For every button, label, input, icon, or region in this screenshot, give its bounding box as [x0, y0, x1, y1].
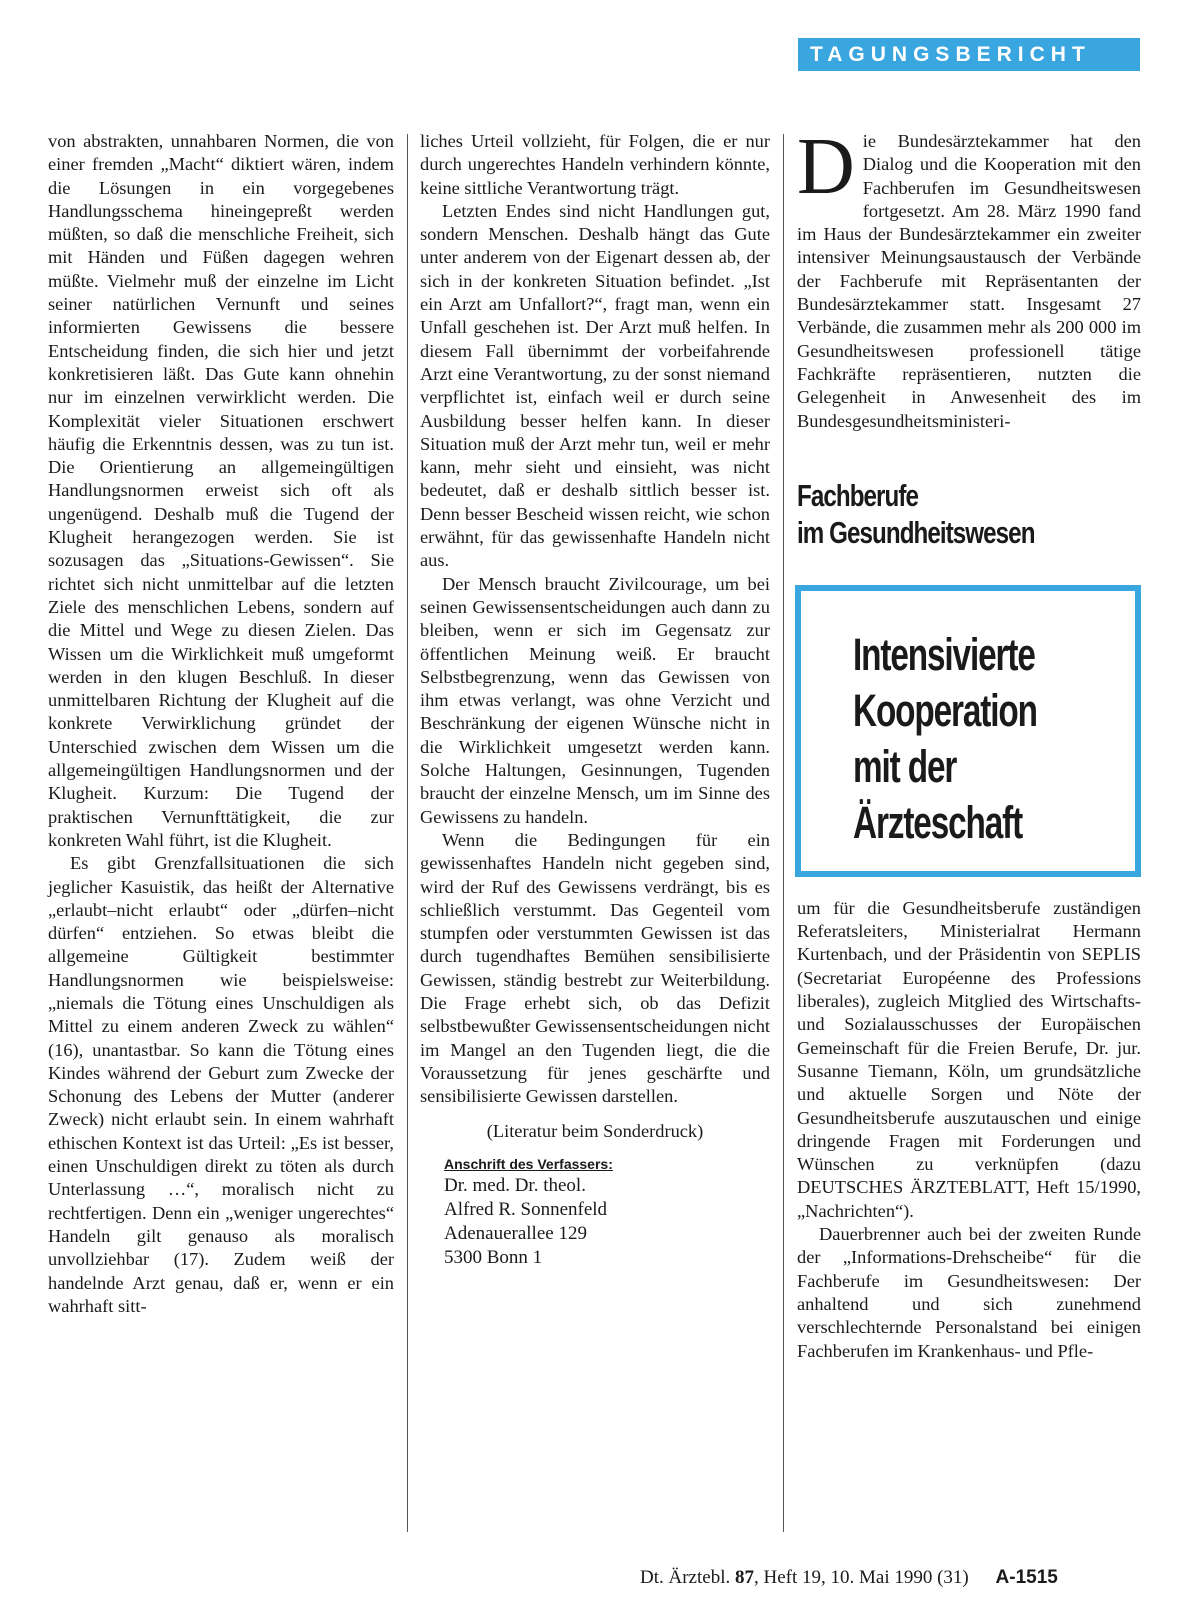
column-divider — [783, 134, 784, 1532]
paragraph: Es gibt Grenzfallsituationen die sich jeglicher Kasuistik, das heißt der Alternative „erlaubt–nicht erlaubt“ oder „dürfen–nicht dürfen“ entziehen. So etwas bleibt die allgemeine Gültigkeit bestimmter Handlungsnormen wie beispielsweise: „niemals die Tötung eines Unschuldigen als Mittel zu einem anderen Zweck zu wählen“ (16), unantastbar. So kann die Tötung eines Kindes während der Geburt zum Zwecke der Schonung des Lebens der Mutter (anderer Zweck) nicht erlaubt sein. In einem wahrhaft ethischen Kontext ist das Urteil: „Es ist besser, einen Unschuldigen direkt zu töten als durch Unterlassung …“, moralisch nicht zu rechtfertigen. Denn ein „weniger ungerechtes“ Handeln gilt genauso als moralisch unvollziehbar (17). Zudem weiß der handelnde Arzt genau, daß er, wenn er ein wahrhaft sitt- — [48, 853, 394, 1316]
page-number: A-1515 — [995, 1567, 1058, 1588]
title-line: Kooperation — [853, 684, 1037, 736]
address-line: Adenauerallee 129 — [444, 1222, 587, 1244]
address-line: Dr. med. Dr. theol. — [444, 1174, 586, 1196]
paragraph: Wenn die Bedingungen für ein gewissenhaftes Handeln nicht gegeben sind, wird der Ruf des Gewissens verdrängt, bis es schließlich verstummt. Das Gegenteil vom stumpfen oder verstummten Gewissen ist das durch tugendhaftes Bemühen sensibilisierte Gewissen, ständig bestrebt zur Weiterbildung. Die Frage erhebt sich, ob das Defizit selbstbewußter Gewissensentscheidungen nicht im Mangel an den Tugenden liegt, die die Voraussetzung für jenes geschärfte und sensibilisierte Gewissen darstellen. — [420, 829, 770, 1107]
subheading-line: Fachberufe — [797, 477, 918, 513]
literature-note: (Literatur beim Sonderdruck) — [486, 1121, 704, 1142]
address-line: 5300 Bonn 1 — [444, 1246, 543, 1268]
article-title — [853, 627, 1062, 851]
issue-info: , Heft 19, 10. Mai 1990 (31) — [753, 1567, 969, 1588]
address-line: Alfred R. Sonnenfeld — [444, 1198, 608, 1220]
article-title-box — [795, 585, 1141, 877]
subheading-line: im Gesundheitswesen — [797, 514, 1035, 550]
intro-paragraph — [797, 123, 1141, 433]
title-line: Intensivierte — [853, 628, 1035, 680]
journal-name: Dt. Ärztebl. — [640, 1567, 731, 1588]
address-label: Anschrift des Verfassers: — [444, 1155, 613, 1172]
paragraph: Letzten Endes sind nicht Handlungen gut, sondern Menschen. Deshalb hängt das Gute unter anderem von der Eigenart dessen ab, der sich in der konkreten Situation befindet. „Ist ein Arzt am Unfallort?“, fragt man, wenn ein Unfall geschehen ist. Der Arzt muß helfen. In diesem Fall übernimmt der vorbeifahrende Arzt eine Verantwortung, zu der sonst niemand verpflichtet ist, einfach weil er durch seine Ausbildung besser helfen kann. In dieser Situation muß der Arzt mehr tun, weil er mehr kann, mehr sieht und einsieht, was nicht bedeutet, daß er deshalb sittlich besser ist. Denn besser Bescheid wissen reicht, wie schon erwähnt, für das gewissenhafte Handeln nicht aus. — [420, 200, 770, 571]
paragraph: von abstrakten, unnahbaren Normen, die von einer fremden „Macht“ diktiert wären, indem die Lösungen in ein vorgegebenes Handlungsschema hineingepreßt werden müßten, so daß die menschliche Freiheit, sich mit Händen und Füßen dagegen wehren müßte. Vielmehr muß der einzelne im Licht seiner natürlichen Vernunft und seines informierten Gewissens die bessere Entscheidung finden, die sich hier und jetzt konkretisieren läßt. Das Gute kann ohnehin nur im einzelnen verwirklicht werden. Die Komplexität vieler Situationen erschwert häufig die Erkenntnis dessen, was zu tun ist. Die Orientierung an allgemeingültigen Handlungsnormen erweist sich oft als ungenügend. Deshalb muß die Tugend der Klugheit herangezogen werden. Sie ist sozusagen das „Situations-Gewissen“. Sie richtet sich nicht unmittelbar auf die letzten Ziele des menschlichen Lebens, sondern auf die Mittel und Wege zu diesen Zielen. Das Wissen um die Wirklichkeit muß umgeformt werden in den klugen Beschluß. In dieser unmittelbaren Richtung der Klugheit auf die konkrete Verwirklichung gründet der Unterschied zwischen dem Wissen um die allgemeingültigen Handlungsnormen und der Klugheit. Kurzum: Die Tugend der praktischen Vernunfttätigkeit, die zur konkreten Wahl führt, ist die Klugheit. — [48, 131, 394, 850]
article-column-2 — [420, 130, 770, 1270]
paragraph: um für die Gesundheitsberufe zuständigen Referatsleiters, Ministerialrat Hermann Kurtenbach, und der Präsidentin von SEPLIS (Secretariat Européenne des Professions liberales), zugleich Mitglied des Wirtschafts- und Sozialausschusses der Europäischen Gemeinschaft für die Freien Berufe, Dr. jur. Susanne Tiemann, Köln, um grundsätzliche und aktuelle Sorgen und Nöte der Gesundheitsberufe auszutauschen und einige dringende Fragen mit Forderungen und Wünschen zu verknüpfen (dazu DEUTSCHES ÄRZTEBLATT, Heft 15/1990, „Nachrichten“). — [797, 897, 1141, 1221]
section-tag: TAGUNGSBERICHT — [798, 38, 1140, 71]
paragraph: Der Mensch braucht Zivilcourage, um bei seinen Gewissensentscheidungen auch dann zu bleiben, wenn er sich im Gegensatz zur öffentlichen Meinung weiß. Er braucht Selbstbegrenzung, wenn das Gewissen von ihm etwas verlangt, was ohne Verzicht und Beschränkung der eigenen Wünsche nicht in die Wirklichkeit umgesetzt werden kann. Solche Haltungen, Gesinnungen, Tugenden braucht der einzelne Mensch, um im Sinne des Gewissens zu handeln. — [420, 573, 770, 827]
article-column-3 — [797, 123, 1141, 1363]
title-line: Ärzteschaft — [853, 796, 1023, 848]
intro-text: ie Bundesärztekammer hat den Dialog und die Kooperation mit den Fachberufen im Gesundheitswesen fortgesetzt. Am 28. März 1990 fand im Haus der Bundesärztekammer ein zweiter intensiver Meinungsaustausch der Verbände der Fachberufe mit Repräsentanten der Bundesärztekammer statt. Insgesamt 27 Verbände, die zusammen mehr als 200 000 im Gesundheitswesen professionell tätige Fachkräfte repräsentieren, nutzten die Gelegenheit in Anwesenheit des im Bundesgesundheitsministeri- — [797, 131, 1141, 431]
paragraph: Dauerbrenner auch bei der zweiten Runde der „Informations-Drehscheibe“ für die Fachberufe im Gesundheitswesen: Der anhaltend und sich zunehmend verschlechternde Personalstand bei einigen Fachberufen im Krankenhaus- und Pfle- — [797, 1224, 1141, 1361]
drop-cap: D — [797, 123, 855, 211]
section-subheading — [797, 477, 1065, 551]
column-divider — [407, 134, 408, 1532]
volume-number: 87 — [734, 1567, 754, 1588]
page-footer — [640, 1567, 1058, 1589]
title-line: mit der — [853, 740, 957, 792]
paragraph: liches Urteil vollzieht, für Folgen, die er nur durch ungerechtes Handeln verhindern könnte, keine sittliche Verantwortung trägt. — [420, 131, 770, 198]
article-column-1 — [48, 130, 394, 1318]
